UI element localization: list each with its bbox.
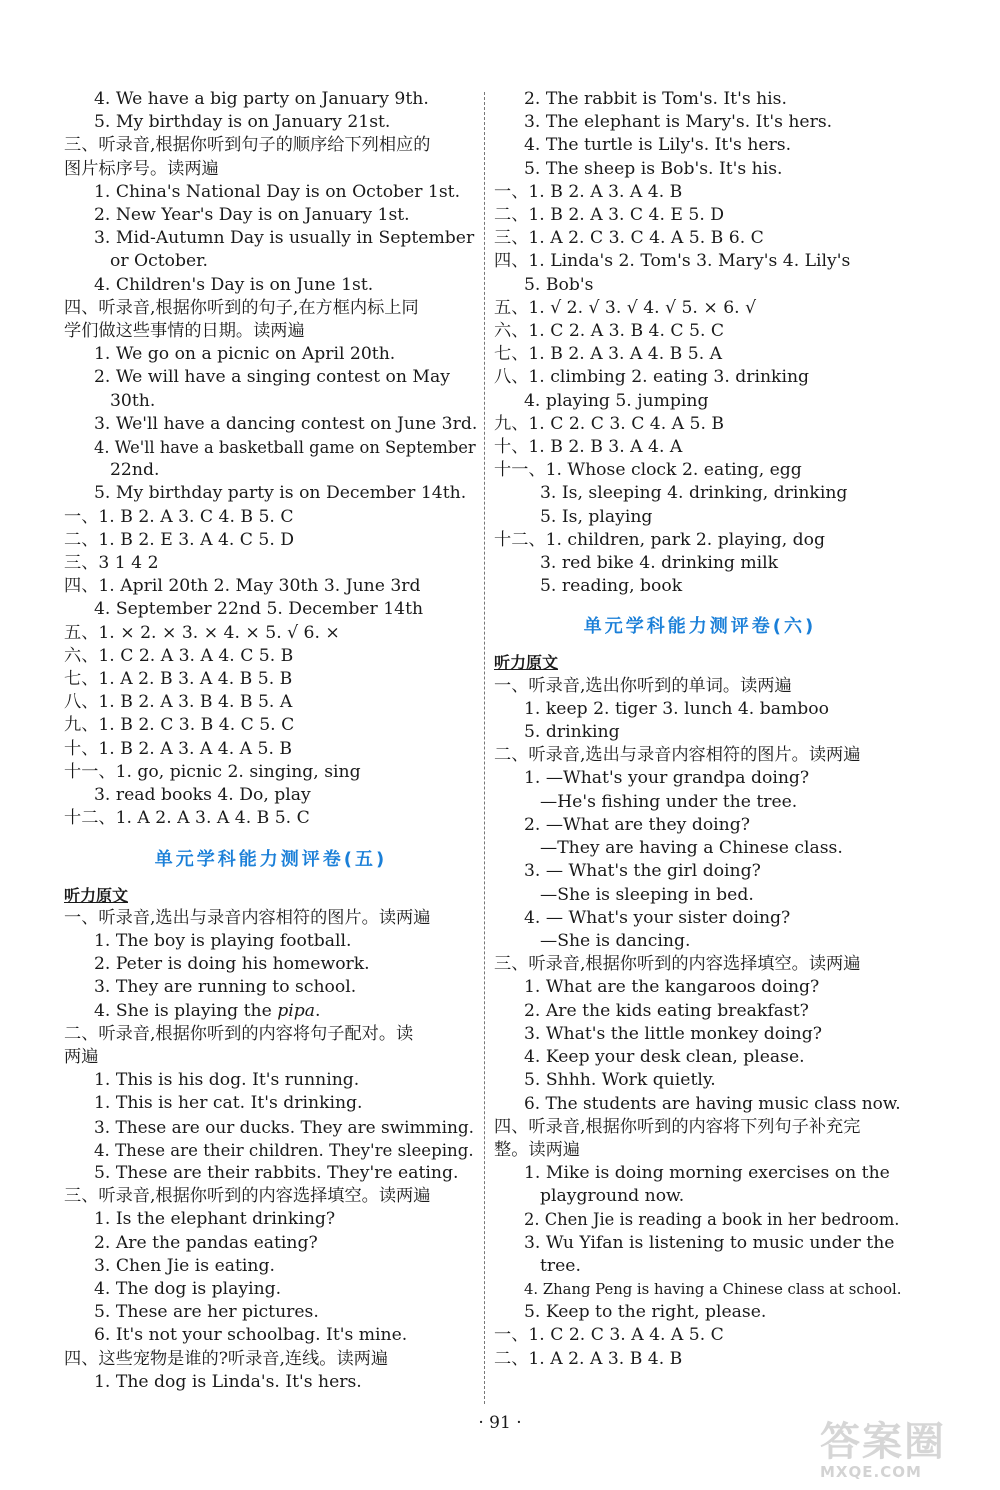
- answer-line: 5. These are their rabbits. They're eating.: [94, 1162, 459, 1183]
- answer-line: 4. Children's Day is on June 1st.: [94, 274, 374, 295]
- answer-line: 3. The elephant is Mary's. It's hers.: [524, 112, 833, 133]
- question-heading: 整。读两遍: [494, 1139, 580, 1160]
- answer-continuation: —She is sleeping in bed.: [540, 884, 754, 905]
- italic-word: pipa: [277, 1000, 315, 1021]
- answer-line: 2. The rabbit is Tom's. It's his.: [524, 89, 787, 109]
- answer-line: 4. We have a big party on January 9th.: [94, 89, 429, 109]
- answer-line: 5. Bob's: [524, 274, 594, 295]
- column-divider: [484, 92, 485, 1404]
- answer-continuation: or October.: [110, 251, 208, 272]
- answer-line: 1. We go on a picnic on April 20th.: [94, 344, 396, 365]
- question-heading: 九、1. B 2. C 3. B 4. C 5. C: [64, 715, 295, 736]
- question-heading: 二、1. B 2. A 3. C 4. E 5. D: [494, 205, 725, 226]
- question-heading: 四、1. April 20th 2. May 30th 3. June 3rd: [64, 576, 421, 597]
- question-heading: 三、3 1 4 2: [64, 553, 159, 574]
- answer-continuation: tree.: [540, 1255, 581, 1276]
- question-heading: 一、1. C 2. C 3. A 4. A 5. C: [494, 1325, 724, 1346]
- question-heading: 二、1. A 2. A 3. B 4. B: [494, 1348, 683, 1369]
- question-heading: 二、听录音,选出与录音内容相符的图片。读两遍: [494, 745, 861, 766]
- answer-line: 2. We will have a singing contest on May: [94, 367, 450, 388]
- answer-line: 3. What's the little monkey doing?: [524, 1023, 822, 1044]
- section-subtitle: 听力原文: [494, 653, 559, 673]
- question-heading: 八、1. climbing 2. eating 3. drinking: [494, 367, 810, 388]
- question-heading: 七、1. A 2. B 3. A 4. B 5. B: [64, 669, 293, 690]
- answer-line: 1. Is the elephant drinking?: [94, 1209, 336, 1230]
- question-heading: 四、听录音,根据你听到的句子,在方框内标上同: [64, 297, 419, 318]
- question-heading: 十、1. B 2. B 3. A 4. A: [494, 437, 683, 458]
- question-heading: 十二、1. children, park 2. playing, dog: [494, 529, 826, 550]
- answer-line: 4. She is playing the pipa.: [94, 1000, 321, 1021]
- question-heading: 三、听录音,根据你听到的内容选择填空。读两遍: [494, 954, 861, 975]
- right-column: [494, 88, 906, 1371]
- watermark-stamp: 答案圈: [820, 1419, 946, 1465]
- answer-continuation: —She is dancing.: [540, 930, 691, 951]
- answer-continuation: 30th.: [110, 390, 156, 411]
- question-heading: 二、1. B 2. E 3. A 4. C 5. D: [64, 529, 295, 550]
- question-heading: 四、这些宠物是谁的?听录音,连线。读两遍: [64, 1348, 389, 1369]
- question-heading: 五、1. × 2. × 3. × 4. × 5. √ 6. ×: [64, 622, 340, 643]
- answer-line: 3. They are running to school.: [94, 977, 357, 998]
- answer-line: 5. drinking: [524, 722, 620, 743]
- answer-line: 4. playing 5. jumping: [524, 390, 709, 411]
- answer-continuation: 5. Is, playing: [540, 506, 653, 527]
- answer-line: 3. — What's the girl doing?: [524, 861, 761, 882]
- answer-line: 1. The dog is Linda's. It's hers.: [94, 1371, 362, 1392]
- answer-line: 2. Are the kids eating breakfast?: [524, 1000, 809, 1021]
- answer-line: 6. The students are having music class now.: [524, 1093, 901, 1114]
- answer-line: 4. Keep your desk clean, please.: [524, 1046, 805, 1067]
- watermark-logo: [820, 1420, 990, 1484]
- answer-line: 4. We'll have a basketball game on September: [94, 438, 476, 458]
- answer-line: 4. The turtle is Lily's. It's hers.: [524, 135, 792, 156]
- answer-line: 1. keep 2. tiger 3. lunch 4. bamboo: [524, 698, 829, 719]
- question-heading: 一、听录音,选出你听到的单词。读两遍: [494, 675, 792, 696]
- question-heading: 六、1. C 2. A 3. A 4. C 5. B: [64, 645, 294, 666]
- watermark-url: MXQE.COM: [820, 1463, 922, 1481]
- answer-line: 3. These are our ducks. They are swimming.: [94, 1116, 475, 1137]
- answer-line: 3. We'll have a dancing contest on June 3rd.: [94, 413, 478, 434]
- answer-line: 2. Chen Jie is reading a book in her bedroom.: [524, 1210, 900, 1230]
- question-heading: 十一、1. Whose clock 2. eating, egg: [494, 460, 802, 481]
- question-heading: 八、1. B 2. A 3. B 4. B 5. A: [64, 692, 293, 713]
- answer-line: 1. China's National Day is on October 1st.: [94, 181, 461, 202]
- question-heading: 十、1. B 2. A 3. A 4. A 5. B: [64, 738, 293, 759]
- answer-line: 4. Zhang Peng is having a Chinese class at school.: [524, 1280, 902, 1298]
- page-number: · 91 ·: [478, 1413, 522, 1433]
- answer-line: 1. The boy is playing football.: [94, 930, 352, 951]
- question-heading: 一、1. B 2. A 3. A 4. B: [494, 181, 683, 202]
- question-heading: 七、1. B 2. A 3. A 4. B 5. A: [494, 344, 723, 365]
- question-heading: 一、听录音,选出与录音内容相符的图片。读两遍: [64, 907, 431, 928]
- question-heading: 三、听录音,根据你听到的内容选择填空。读两遍: [64, 1186, 431, 1207]
- answer-line: 2. Are the pandas eating?: [94, 1232, 318, 1253]
- answer-line: 1. What are the kangaroos doing?: [524, 977, 820, 998]
- answer-line: 3. read books 4. Do, play: [94, 785, 311, 806]
- answer-line: 5. The sheep is Bob's. It's his.: [524, 158, 783, 179]
- question-heading: 六、1. C 2. A 3. B 4. C 5. C: [494, 321, 725, 342]
- answer-continuation: 3. red bike 4. drinking milk: [540, 553, 779, 574]
- answer-line: 5. My birthday party is on December 14th.: [94, 483, 467, 504]
- answer-continuation: 5. reading, book: [540, 576, 683, 597]
- question-heading: 三、听录音,根据你听到句子的顺序给下列相应的: [64, 135, 431, 156]
- question-heading: 二、听录音,根据你听到的内容将句子配对。读: [64, 1023, 414, 1044]
- answer-line: 6. It's not your schoolbag. It's mine.: [94, 1325, 408, 1346]
- question-heading: 学们做这些事情的日期。读两遍: [64, 321, 305, 342]
- answer-line: 1. This is his dog. It's running.: [94, 1070, 360, 1091]
- question-heading: 四、听录音,根据你听到的内容将下列句子补充完: [494, 1116, 861, 1137]
- answer-continuation: 22nd.: [110, 460, 160, 481]
- question-heading: 图片标序号。读两遍: [64, 158, 219, 179]
- answer-line: 5. My birthday is on January 21st.: [94, 112, 391, 133]
- question-heading: 四、1. Linda's 2. Tom's 3. Mary's 4. Lily's: [494, 251, 851, 272]
- question-heading: 五、1. √ 2. √ 3. √ 4. √ 5. × 6. √: [494, 297, 757, 318]
- answer-line: 5. Shhh. Work quietly.: [524, 1070, 716, 1091]
- answer-line: 1. —What's your grandpa doing?: [524, 768, 810, 789]
- question-heading: 两遍: [64, 1046, 99, 1067]
- answer-line: 1. Mike is doing morning exercises on the: [524, 1162, 890, 1183]
- answer-line: 5. These are her pictures.: [94, 1302, 319, 1323]
- answer-line: 2. Peter is doing his homework.: [94, 954, 370, 975]
- section-title: 单元学科能力测评卷(六): [583, 616, 817, 638]
- question-heading: 一、1. B 2. A 3. C 4. B 5. C: [64, 506, 294, 527]
- answer-line: 4. The dog is playing.: [94, 1278, 282, 1299]
- question-heading: 九、1. C 2. C 3. C 4. A 5. B: [494, 413, 725, 434]
- left-column: [64, 88, 478, 1394]
- question-heading: 十一、1. go, picnic 2. singing, sing: [64, 761, 361, 782]
- answer-line: 4. — What's your sister doing?: [524, 907, 791, 928]
- answer-continuation: —He's fishing under the tree.: [540, 791, 798, 812]
- answer-continuation: 3. Is, sleeping 4. drinking, drinking: [540, 483, 848, 504]
- answer-line: 3. Wu Yifan is listening to music under the: [524, 1232, 895, 1253]
- answer-line: 2. New Year's Day is on January 1st.: [94, 205, 410, 226]
- answer-line: 5. Keep to the right, please.: [524, 1302, 767, 1323]
- answer-line: 4. September 22nd 5. December 14th: [94, 599, 424, 620]
- answer-continuation: playground now.: [540, 1186, 685, 1207]
- question-heading: 三、1. A 2. C 3. C 4. A 5. B 6. C: [494, 228, 764, 249]
- section-title: 单元学科能力测评卷(五): [154, 848, 388, 870]
- answer-line: 2. —What are they doing?: [524, 814, 750, 835]
- question-heading: 十二、1. A 2. A 3. A 4. B 5. C: [64, 808, 310, 829]
- answer-line: 3. Chen Jie is eating.: [94, 1255, 275, 1276]
- answer-line: 3. Mid-Autumn Day is usually in September: [94, 228, 475, 249]
- answer-line: 4. These are their children. They're sleeping.: [94, 1140, 474, 1160]
- answer-line: 1. This is her cat. It's drinking.: [94, 1093, 363, 1114]
- answer-continuation: —They are having a Chinese class.: [540, 838, 843, 859]
- section-subtitle: 听力原文: [64, 885, 129, 905]
